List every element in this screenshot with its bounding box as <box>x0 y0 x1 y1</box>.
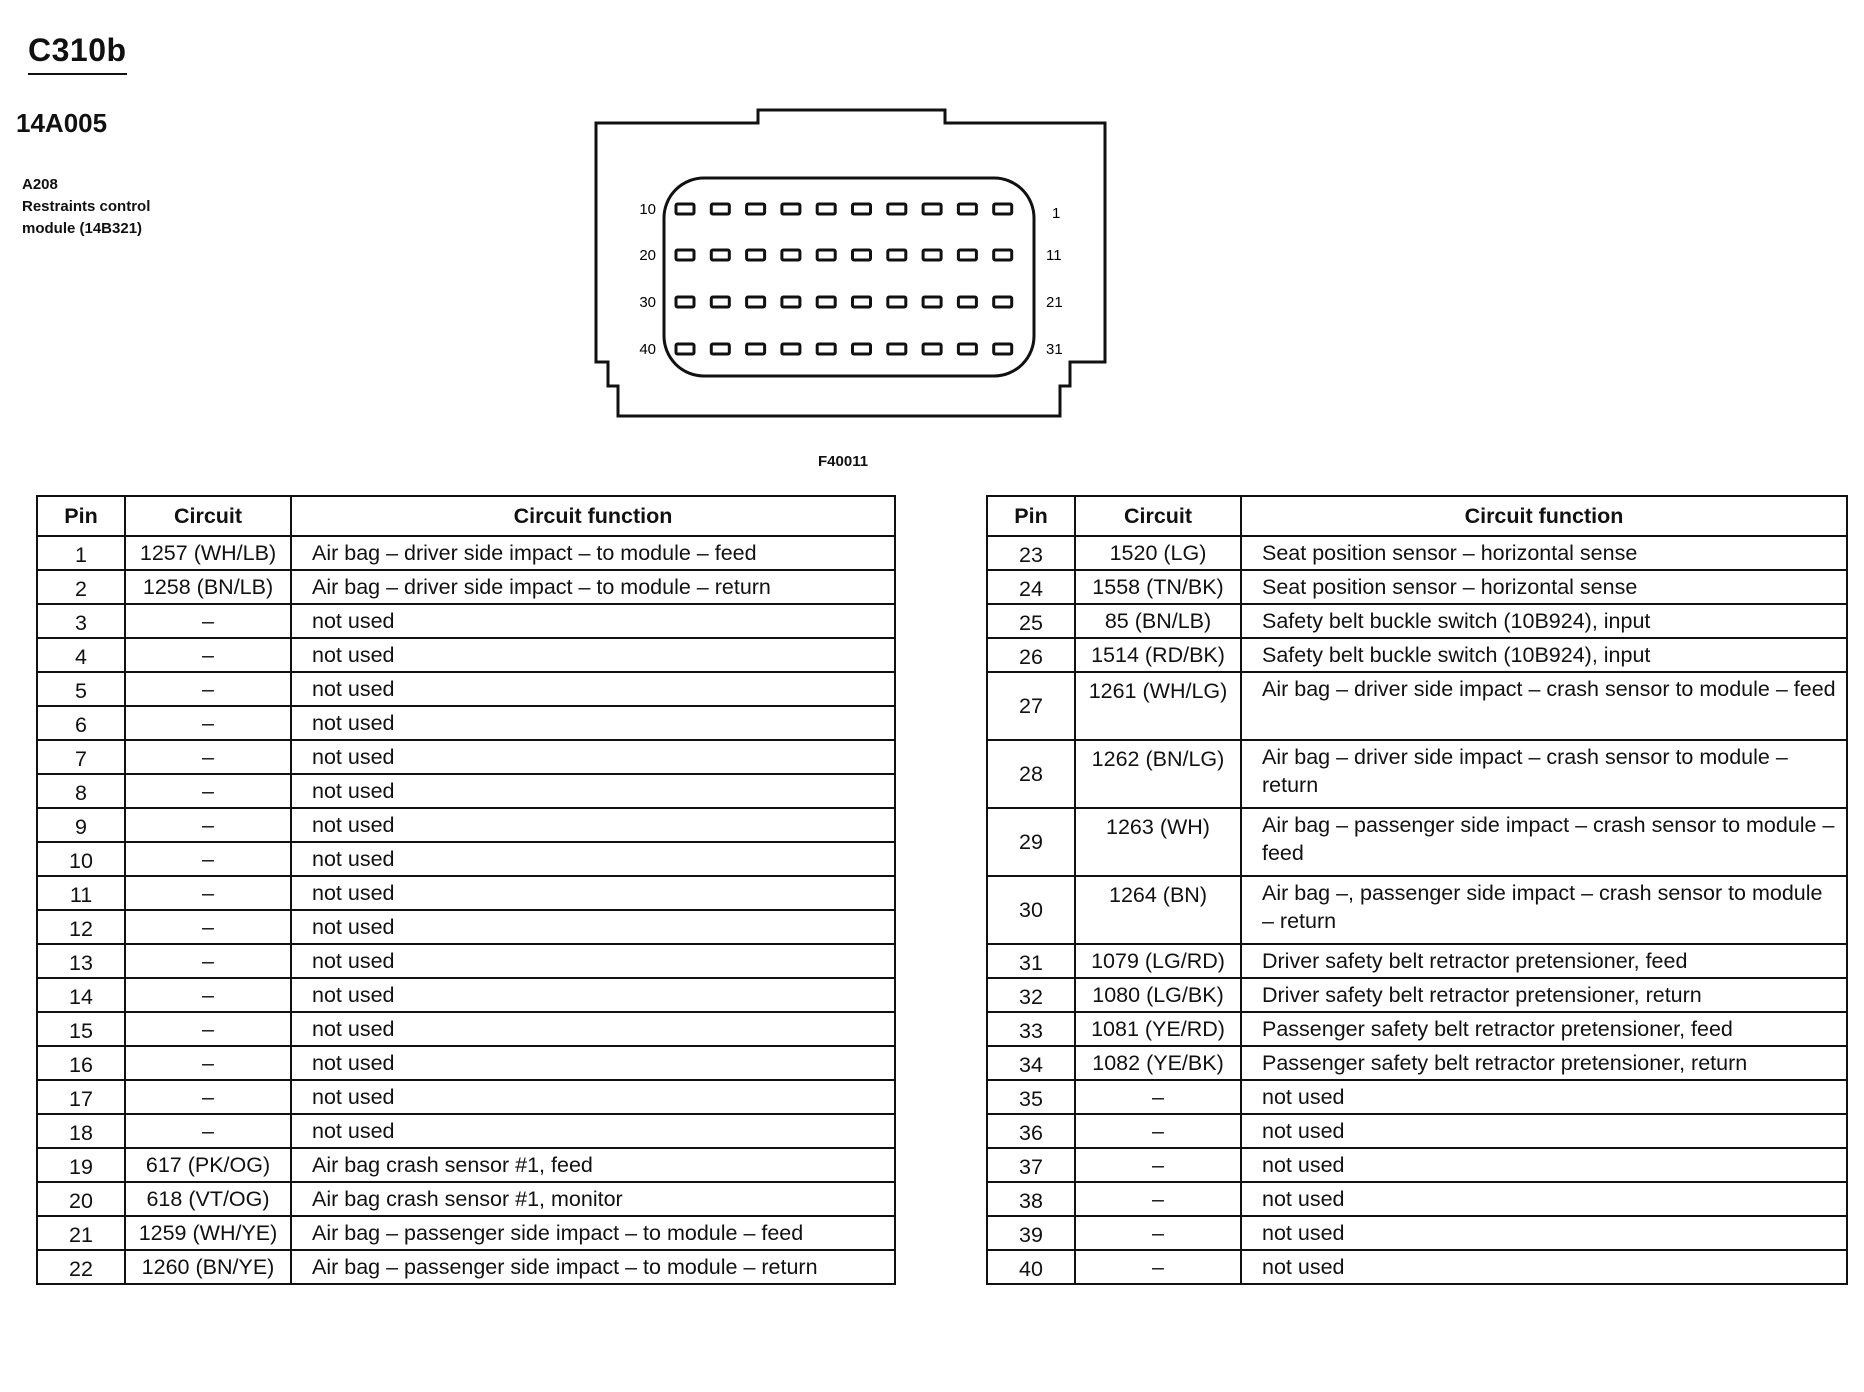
function-cell: Driver safety belt retractor pretensioner, return <box>1241 978 1847 1012</box>
table-row <box>37 536 895 570</box>
function-cell: Air bag – passenger side impact – to module – return <box>291 1250 895 1284</box>
circuit-cell: 1264 (BN) <box>1075 876 1241 944</box>
function-cell: not used <box>291 604 895 638</box>
function-cell: not used <box>291 876 895 910</box>
row-label-left: 30 <box>639 294 656 311</box>
column-header-function: Circuit function <box>291 496 895 536</box>
table-row <box>37 604 895 638</box>
circuit-cell: – <box>125 672 291 706</box>
row-label-right: 21 <box>1046 294 1063 311</box>
pin-cell: 10 <box>37 842 125 876</box>
circuit-cell: 1262 (BN/LG) <box>1075 740 1241 808</box>
function-cell: Air bag – driver side impact – to module – return <box>291 570 895 604</box>
circuit-cell: – <box>125 740 291 774</box>
pin-terminal <box>923 250 941 260</box>
table-row <box>987 1114 1847 1148</box>
table-row <box>37 1216 895 1250</box>
table-header-row <box>987 496 1847 536</box>
pin-cell: 25 <box>987 604 1075 638</box>
function-cell: Air bag –, passenger side impact – crash sensor to module – return <box>1241 876 1847 944</box>
pin-terminal <box>888 250 906 260</box>
function-cell: Air bag – passenger side impact – crash sensor to module – feed <box>1241 808 1847 876</box>
pin-terminal <box>923 297 941 307</box>
column-header-function: Circuit function <box>1241 496 1847 536</box>
circuit-cell: – <box>125 1046 291 1080</box>
circuit-cell: – <box>125 978 291 1012</box>
connector-face-diagram <box>590 106 1120 426</box>
circuit-cell: – <box>125 808 291 842</box>
pin-terminal <box>853 204 871 214</box>
pin-grid <box>676 204 1012 354</box>
pin-terminal <box>817 297 835 307</box>
pin-terminal <box>853 297 871 307</box>
connector-pin-cavity <box>664 178 1034 376</box>
row-label-right: 11 <box>1046 247 1062 264</box>
pin-terminal <box>782 204 800 214</box>
function-cell: Seat position sensor – horizontal sense <box>1241 570 1847 604</box>
pin-cell: 14 <box>37 978 125 1012</box>
component-line: A208 <box>22 176 58 193</box>
function-cell: not used <box>291 740 895 774</box>
figure-code: F40011 <box>818 453 869 470</box>
pin-cell: 31 <box>987 944 1075 978</box>
connector-title: C310b <box>28 32 127 75</box>
circuit-cell: 1520 (LG) <box>1075 536 1241 570</box>
pin-terminal <box>711 297 729 307</box>
circuit-cell: – <box>125 944 291 978</box>
circuit-cell: 1514 (RD/BK) <box>1075 638 1241 672</box>
component-line: module (14B321) <box>22 220 143 237</box>
pin-table-left <box>36 495 896 1285</box>
circuit-cell: – <box>125 1080 291 1114</box>
table-row <box>987 1080 1847 1114</box>
pin-terminal <box>923 344 941 354</box>
function-cell: Air bag – driver side impact – crash sensor to module – return <box>1241 740 1847 808</box>
circuit-cell: 617 (PK/OG) <box>125 1148 291 1182</box>
circuit-cell: – <box>125 876 291 910</box>
table-row <box>37 1148 895 1182</box>
row-label-right: 31 <box>1046 341 1063 358</box>
pin-terminal <box>782 297 800 307</box>
table-row <box>37 1250 895 1284</box>
pin-cell: 40 <box>987 1250 1075 1284</box>
pin-terminal <box>817 204 835 214</box>
pin-cell: 33 <box>987 1012 1075 1046</box>
circuit-cell: – <box>125 1012 291 1046</box>
function-cell: not used <box>1241 1080 1847 1114</box>
function-cell: Safety belt buckle switch (10B924), input <box>1241 604 1847 638</box>
pin-cell: 26 <box>987 638 1075 672</box>
table-row <box>987 1250 1847 1284</box>
row-label-left: 40 <box>639 341 656 358</box>
function-cell: not used <box>291 808 895 842</box>
table-row <box>37 808 895 842</box>
pin-cell: 9 <box>37 808 125 842</box>
pin-cell: 39 <box>987 1216 1075 1250</box>
function-cell: Air bag – driver side impact – to module – feed <box>291 536 895 570</box>
circuit-cell: 1257 (WH/LB) <box>125 536 291 570</box>
part-number: 14A005 <box>16 108 108 138</box>
function-cell: not used <box>291 910 895 944</box>
circuit-cell: 1082 (YE/BK) <box>1075 1046 1241 1080</box>
pin-terminal <box>747 297 765 307</box>
pin-terminal <box>676 344 694 354</box>
pin-cell: 1 <box>37 536 125 570</box>
table-row <box>37 944 895 978</box>
table-header-row <box>37 496 895 536</box>
function-cell: not used <box>1241 1182 1847 1216</box>
table-row <box>987 1182 1847 1216</box>
function-cell: Passenger safety belt retractor pretensioner, feed <box>1241 1012 1847 1046</box>
pin-cell: 8 <box>37 774 125 808</box>
pin-cell: 20 <box>37 1182 125 1216</box>
column-header-pin: Pin <box>37 496 125 536</box>
function-cell: not used <box>291 672 895 706</box>
pin-cell: 34 <box>987 1046 1075 1080</box>
pin-terminal <box>958 344 976 354</box>
circuit-cell: – <box>1075 1182 1241 1216</box>
function-cell: not used <box>291 1046 895 1080</box>
circuit-cell: – <box>1075 1080 1241 1114</box>
pin-terminal <box>817 250 835 260</box>
function-cell: not used <box>291 978 895 1012</box>
table-row <box>987 570 1847 604</box>
row-label-left: 10 <box>639 201 656 218</box>
pin-cell: 4 <box>37 638 125 672</box>
row-label-left: 20 <box>639 247 656 264</box>
table-row <box>37 774 895 808</box>
connector-housing-outline <box>596 110 1105 416</box>
function-cell: not used <box>291 1080 895 1114</box>
circuit-cell: 618 (VT/OG) <box>125 1182 291 1216</box>
circuit-cell: – <box>125 638 291 672</box>
table-row <box>37 1046 895 1080</box>
pin-cell: 18 <box>37 1114 125 1148</box>
pin-terminal <box>711 344 729 354</box>
function-cell: Driver safety belt retractor pretensioner, feed <box>1241 944 1847 978</box>
table-row <box>37 570 895 604</box>
pin-terminal <box>676 297 694 307</box>
pin-terminal <box>923 204 941 214</box>
pin-terminal <box>747 204 765 214</box>
pin-cell: 36 <box>987 1114 1075 1148</box>
pin-terminal <box>888 204 906 214</box>
circuit-cell: 1080 (LG/BK) <box>1075 978 1241 1012</box>
pin-terminal <box>676 204 694 214</box>
circuit-cell: – <box>1075 1216 1241 1250</box>
circuit-cell: – <box>1075 1148 1241 1182</box>
pin-terminal <box>782 344 800 354</box>
pin-terminal <box>958 297 976 307</box>
circuit-cell: – <box>125 774 291 808</box>
pin-terminal <box>958 250 976 260</box>
circuit-cell: – <box>125 604 291 638</box>
table-row <box>37 672 895 706</box>
pin-cell: 5 <box>37 672 125 706</box>
function-cell: Air bag crash sensor #1, feed <box>291 1148 895 1182</box>
table-row <box>987 1148 1847 1182</box>
function-cell: not used <box>291 706 895 740</box>
pin-cell: 35 <box>987 1080 1075 1114</box>
component-line: Restraints control <box>22 198 151 215</box>
circuit-cell: 1079 (LG/RD) <box>1075 944 1241 978</box>
table-row <box>37 1182 895 1216</box>
pin-terminal <box>958 204 976 214</box>
table-row <box>987 536 1847 570</box>
function-cell: not used <box>291 1114 895 1148</box>
pin-cell: 3 <box>37 604 125 638</box>
pin-terminal <box>676 250 694 260</box>
table-row <box>987 978 1847 1012</box>
pin-terminal <box>994 204 1012 214</box>
function-cell: not used <box>1241 1250 1847 1284</box>
table-row <box>987 638 1847 672</box>
function-cell: Air bag – driver side impact – crash sensor to module – feed <box>1241 672 1847 740</box>
table-row <box>37 740 895 774</box>
pin-cell: 6 <box>37 706 125 740</box>
pin-cell: 15 <box>37 1012 125 1046</box>
function-cell: not used <box>291 842 895 876</box>
circuit-cell: – <box>125 842 291 876</box>
pin-cell: 7 <box>37 740 125 774</box>
function-cell: not used <box>1241 1216 1847 1250</box>
pin-cell: 37 <box>987 1148 1075 1182</box>
circuit-cell: 1259 (WH/YE) <box>125 1216 291 1250</box>
table-row <box>987 1012 1847 1046</box>
table-row <box>37 638 895 672</box>
circuit-cell: 1081 (YE/RD) <box>1075 1012 1241 1046</box>
table-row <box>987 672 1847 740</box>
pin-terminal <box>853 250 871 260</box>
pin-terminal <box>782 250 800 260</box>
table-row <box>987 1216 1847 1250</box>
pin-cell: 16 <box>37 1046 125 1080</box>
pin-terminal <box>711 250 729 260</box>
pin-terminal <box>853 344 871 354</box>
circuit-cell: – <box>1075 1114 1241 1148</box>
function-cell: Air bag – passenger side impact – to module – feed <box>291 1216 895 1250</box>
pin-cell: 38 <box>987 1182 1075 1216</box>
pin-cell: 22 <box>37 1250 125 1284</box>
pin-terminal <box>711 204 729 214</box>
pin-terminal <box>994 297 1012 307</box>
circuit-cell: – <box>125 706 291 740</box>
pin-cell: 13 <box>37 944 125 978</box>
pin-cell: 19 <box>37 1148 125 1182</box>
table-row <box>37 910 895 944</box>
pin-cell: 23 <box>987 536 1075 570</box>
column-header-pin: Pin <box>987 496 1075 536</box>
pin-terminal <box>747 344 765 354</box>
pin-terminal <box>994 250 1012 260</box>
pin-cell: 24 <box>987 570 1075 604</box>
function-cell: not used <box>1241 1114 1847 1148</box>
function-cell: not used <box>291 1012 895 1046</box>
table-row <box>37 1012 895 1046</box>
pin-cell: 32 <box>987 978 1075 1012</box>
pin-terminal <box>888 344 906 354</box>
function-cell: Safety belt buckle switch (10B924), input <box>1241 638 1847 672</box>
function-cell: Air bag crash sensor #1, monitor <box>291 1182 895 1216</box>
table-row <box>37 876 895 910</box>
table-row <box>987 876 1847 944</box>
pin-cell: 30 <box>987 876 1075 944</box>
pin-cell: 17 <box>37 1080 125 1114</box>
function-cell: not used <box>1241 1148 1847 1182</box>
pin-cell: 29 <box>987 808 1075 876</box>
circuit-cell: – <box>125 910 291 944</box>
table-row <box>37 1114 895 1148</box>
table-row <box>987 1046 1847 1080</box>
function-cell: Seat position sensor – horizontal sense <box>1241 536 1847 570</box>
circuit-cell: 85 (BN/LB) <box>1075 604 1241 638</box>
table-row <box>987 808 1847 876</box>
row-label-right: 1 <box>1052 205 1061 222</box>
pin-terminal <box>747 250 765 260</box>
circuit-cell: 1263 (WH) <box>1075 808 1241 876</box>
table-row <box>37 842 895 876</box>
table-row <box>37 978 895 1012</box>
pin-terminal <box>817 344 835 354</box>
table-row <box>37 706 895 740</box>
pin-cell: 12 <box>37 910 125 944</box>
table-row <box>37 1080 895 1114</box>
pin-cell: 11 <box>37 876 125 910</box>
pin-cell: 21 <box>37 1216 125 1250</box>
circuit-cell: – <box>125 1114 291 1148</box>
component-description <box>22 174 202 240</box>
pin-cell: 28 <box>987 740 1075 808</box>
pin-cell: 2 <box>37 570 125 604</box>
table-row <box>987 740 1847 808</box>
function-cell: not used <box>291 638 895 672</box>
column-header-circuit: Circuit <box>1075 496 1241 536</box>
circuit-cell: 1258 (BN/LB) <box>125 570 291 604</box>
column-header-circuit: Circuit <box>125 496 291 536</box>
pin-table-right <box>986 495 1848 1285</box>
table-row <box>987 944 1847 978</box>
circuit-cell: 1558 (TN/BK) <box>1075 570 1241 604</box>
function-cell: Passenger safety belt retractor pretensioner, return <box>1241 1046 1847 1080</box>
pin-cell: 27 <box>987 672 1075 740</box>
function-cell: not used <box>291 774 895 808</box>
function-cell: not used <box>291 944 895 978</box>
table-row <box>987 604 1847 638</box>
circuit-cell: 1261 (WH/LG) <box>1075 672 1241 740</box>
circuit-cell: 1260 (BN/YE) <box>125 1250 291 1284</box>
circuit-cell: – <box>1075 1250 1241 1284</box>
pin-terminal <box>888 297 906 307</box>
pin-terminal <box>994 344 1012 354</box>
